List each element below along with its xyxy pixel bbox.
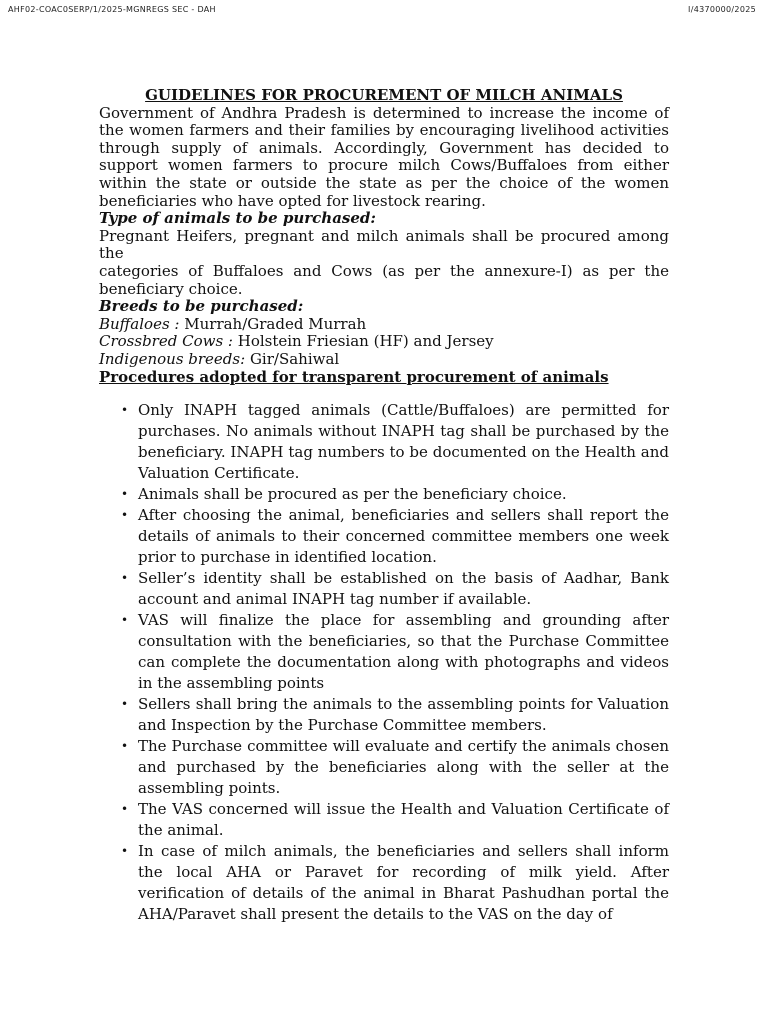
bullet-icon: • — [121, 508, 129, 523]
page-title: GUIDELINES FOR PROCUREMENT OF MILCH ANIMALS — [145, 86, 623, 104]
list-item: • In case of milch animals, the beneficiaries and sellers shall inform the local AHA or Paravet for recording of milk yield. After verification of details of the animal in Bharat Pashudhan portal the AHA/Paravet shall present the details to the VAS on the day of — [121, 842, 669, 924]
list-item: • Only INAPH tagged animals (Cattle/Buffaloes) are permitted for purchases. No animals without INAPH tag shall be purchased by the beneficiary. INAPH tag numbers to be documented on the Health and Valuation Certificate. — [121, 401, 669, 483]
list-item: • Seller’s identity shall be established on the basis of Aadhar, Bank account and animal INAPH tag number if available. — [121, 569, 669, 609]
bullet-icon: • — [121, 802, 129, 817]
breed-value: Murrah/Graded Murrah — [179, 314, 367, 333]
breed-line-indigenous — [99, 351, 669, 369]
procedures-list — [99, 400, 669, 925]
intro-paragraph: Government of Andhra Pradesh is determined to increase the income of the women farmers and their families by encouraging livelihood activities through supply of animals. Accordingly, Government has decided to support women farmers to procure milch Cows/Buffaloes from either within the state or outside the state as per the choice of the women beneficiaries who have opted for livestock rearing. — [99, 103, 669, 210]
breed-label: Crossbred Cows : — [99, 332, 233, 351]
bullet-icon: • — [121, 487, 129, 502]
list-item: • Sellers shall bring the animals to the assembling points for Valuation and Inspection by the Purchase Committee members. — [121, 695, 669, 735]
bullet-icon: • — [121, 844, 129, 859]
document-body — [99, 87, 669, 925]
breeds-heading: Breeds to be purchased: — [99, 297, 304, 316]
breed-label: Indigenous breeds: — [99, 349, 246, 368]
bullet-icon: • — [121, 613, 129, 628]
list-item: • After choosing the animal, beneficiaries and sellers shall report the details of animals to their concerned committee members one week prior to purchase in identified location. — [121, 506, 669, 567]
type-of-animals-line-1: Pregnant Heifers, pregnant and milch animals shall be procured among the — [99, 226, 669, 263]
type-of-animals-line-2: categories of Buffaloes and Cows (as per the annexure-I) as per the beneficiary choice. — [99, 261, 669, 298]
document-reference-left: AHF02-COAC0SERP/1/2025-MGNREGS SEC - DAH — [8, 5, 216, 14]
list-item: • Animals shall be procured as per the beneficiary choice. — [121, 485, 567, 504]
type-of-animals-heading: Type of animals to be purchased: — [99, 209, 376, 228]
breed-label: Buffaloes : — [99, 314, 180, 333]
list-item: • The VAS concerned will issue the Health and Valuation Certificate of the animal. — [121, 800, 669, 840]
list-item: • The Purchase committee will evaluate and certify the animals chosen and purchased by the beneficiaries along with the seller at the assembling points. — [121, 737, 669, 798]
breed-value: Holstein Friesian (HF) and Jersey — [232, 332, 494, 351]
bullet-icon: • — [121, 403, 129, 418]
document-reference-right: I/4370000/2025 — [688, 5, 756, 14]
breed-line-buffaloes — [99, 316, 669, 334]
breed-line-crossbred — [99, 333, 669, 351]
breed-value: Gir/Sahiwal — [245, 349, 340, 368]
bullet-icon: • — [121, 697, 129, 712]
procedures-heading: Procedures adopted for transparent procurement of animals — [99, 367, 609, 386]
list-item: • VAS will finalize the place for assembling and grounding after consultation with the beneficiaries, so that the Purchase Committee can complete the documentation along with photographs and videos in the assembling points — [121, 611, 669, 693]
bullet-icon: • — [121, 739, 129, 754]
bullet-icon: • — [121, 571, 129, 586]
